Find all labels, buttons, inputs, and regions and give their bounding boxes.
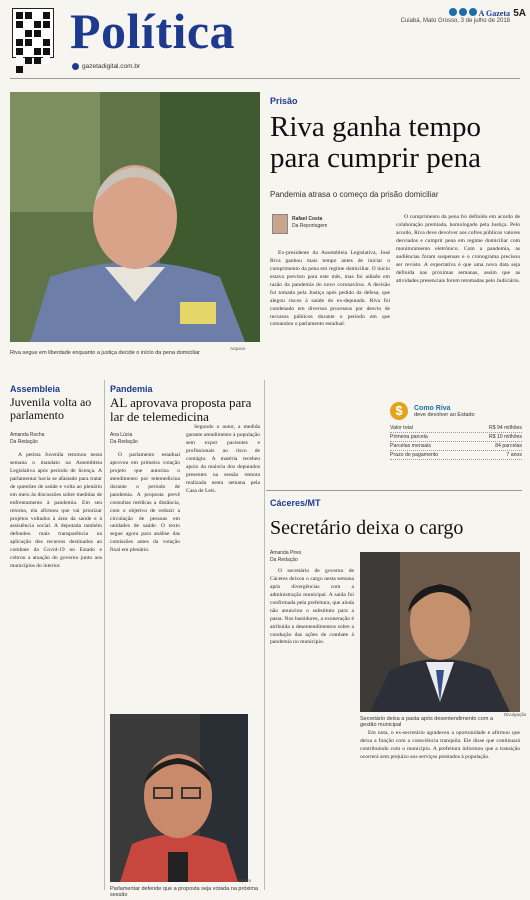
middle-story-col1	[110, 452, 180, 702]
info-box-row: Primeira parcela R$ 10 milhões	[390, 434, 522, 440]
info-box-title: Como Riva	[414, 404, 451, 412]
main-col2-text: O cumprimento da pena foi definido em acordo de colaboração premiada, homologado pela Justiça. Pelo acordo, Riva deve devolver aos cofres públicos valores desviados e cumprir pena em regime domiciliar com monitoramento eletrônico. Com a pandemia, as audiências foram suspensas e o cronograma precisou ser revisto. A expectativa é que uma nova data seja definida nas próximas semanas, assim que as atividades presenciais forem retomadas pelo Judiciário.	[396, 214, 520, 284]
header-rule	[10, 78, 520, 79]
main-headline-line2: para cumprir pena	[270, 142, 481, 175]
byline-role: Da Reportagem	[292, 222, 328, 229]
info-box-row: Parcelas mensais 84 parcelas	[390, 443, 522, 449]
qr-code	[12, 8, 54, 58]
main-story-photo	[10, 92, 260, 342]
info-box-subtitle: deve devolver ao Estado	[414, 411, 475, 418]
main-photo-caption: Riva segue em liberdade enquanto a justiça decide o início da pena domiciliar	[10, 350, 200, 356]
byline-name: Rafael Costa	[292, 216, 323, 222]
second-photo-caption: Secretário deixa a pasta após desentendimento com a gestão municipal	[360, 716, 493, 728]
column-divider	[104, 380, 105, 890]
middle-story-byline: Ana Lúcia Da Redação	[110, 432, 138, 445]
sec-col1-text: O secretário de governo de Cáceres deixou o cargo nesta semana após divergências com a administração municipal. A saída foi confirmada pela prefeitura, que ainda não anunciou o substituto para a pasta. Nos bastidores, a exoneração é atribuída a desentendimentos sobre a condução das ações de combate à pandemia no município.	[270, 568, 354, 646]
date-line: Cuiabá, Mato Grosso, 3 de julho de 2018	[400, 18, 510, 24]
second-story-col1	[270, 568, 354, 886]
left-story-headline: Juvenila volta ao parlamento	[10, 395, 92, 422]
column-divider	[264, 380, 265, 890]
section-title: Política	[70, 3, 236, 59]
left-story-byline: Amanda Rocha Da Redação	[10, 432, 45, 445]
info-box-row: Valor total R$ 94 milhões	[390, 425, 522, 431]
second-story-kicker: Cáceres/MT	[270, 498, 321, 508]
left-col-text: A petista Juvenila retomou nesta semana o mandato na Assembleia Legislativa após período de licença. A parlamentar havia se afastado para tratar de questões de saúde e volta ao plenário em meio às discussões sobre medidas de enfrentamento à pandemia. Em seu retorno, ela afirmou que vai priorizar projetos voltados à área da saúde e à assistência social. A deputada também defendeu mais transparência na aplicação dos recursos destinados ao combate da Covid-19 no Estado e cobrou a atuação do governo junto aos municípios do interior.	[10, 452, 102, 570]
main-story-col2	[396, 214, 520, 394]
page-number: 5A	[513, 8, 526, 19]
main-col1-text: Ex-presidente da Assembleia Legislativa, José Riva ganhou mais tempo antes de iniciar o cumprimento da pena em regime domiciliar. O início estava previsto para este mês, mas foi adiado em razão da pandemia do novo coronavírus. A decisão foi tomada pela Justiça após pedido da defesa, que alegou riscos à saúde do ex-deputado. Riva foi condenado em diversos processos por desvio de recursos públicos durante o período em que comandou o parlamento estadual.	[270, 250, 390, 328]
middle-story-photo	[110, 714, 248, 882]
main-byline	[292, 216, 327, 229]
byline-avatar	[272, 214, 288, 234]
main-headline-line1: Riva ganha tempo	[270, 111, 482, 143]
middle-story-headline: AL aprovava proposta para lar de telemedicina	[110, 395, 252, 425]
mid-col2-text: Segundo o autor, a medida garante atendimento à população sem expor pacientes e profissionais ao risco de contágio. A matéria recebeu apoio da maioria dos deputados presentes na sessão remota realizada nesta semana pela Casa de Leis.	[186, 424, 260, 494]
middle-story-kicker: Pandemia	[110, 384, 153, 394]
main-story-col1	[270, 250, 390, 420]
left-story-kicker: Assembleia	[10, 384, 61, 394]
info-box-row: Prazo de pagamento 7 anos	[390, 452, 522, 458]
main-photo-credit: Arquivo	[230, 346, 246, 351]
main-subhead: Pandemia atrasa o começo da prisão domiciliar	[270, 190, 439, 199]
sec-col2-text: Em nota, o ex-secretário agradeceu a oportunidade e afirmou que deixa a função com a consciência tranquila. Ele disse que continuará contribuindo com o município. A prefeitura informou que a transição ocorrerá sem prejuízo aos serviços prestados à população.	[360, 730, 520, 760]
globe-icon	[72, 63, 79, 70]
main-headline	[270, 112, 525, 175]
middle-story-col2	[186, 424, 260, 700]
second-photo-credit: Divulgação	[504, 712, 527, 717]
tagline: gazetadigital.com.br	[72, 63, 140, 70]
social-icons	[401, 8, 510, 18]
second-story-headline: Secretário deixa o cargo	[270, 517, 464, 539]
main-story-kicker: Prisão	[270, 96, 298, 106]
newspaper-info	[401, 8, 510, 24]
info-box	[390, 402, 522, 460]
second-story-col2	[360, 730, 520, 890]
second-story-photo	[360, 552, 520, 712]
section-divider	[266, 490, 522, 491]
dollar-icon: $	[390, 402, 408, 420]
middle-photo-caption: Parlamentar defende que a proposta seja votada na próxima sessão	[110, 886, 258, 898]
left-story-text	[10, 452, 102, 892]
newspaper-name: A Gazeta	[478, 9, 510, 18]
mid-col1-text: O parlamento estadual aprovou em primeira votação projeto que autoriza o atendimento por telemedicina durante o período de pandemia. A proposta prevê consultas médicas a distância, com o objetivo de reduzir a circulação de pessoas em unidades de saúde. O texto segue agora para análise das comissões antes da votação final em plenário.	[110, 452, 180, 554]
second-story-byline: Amanda Pires Da Redação	[270, 550, 302, 563]
middle-photo-credit: Arquivo	[236, 878, 252, 883]
